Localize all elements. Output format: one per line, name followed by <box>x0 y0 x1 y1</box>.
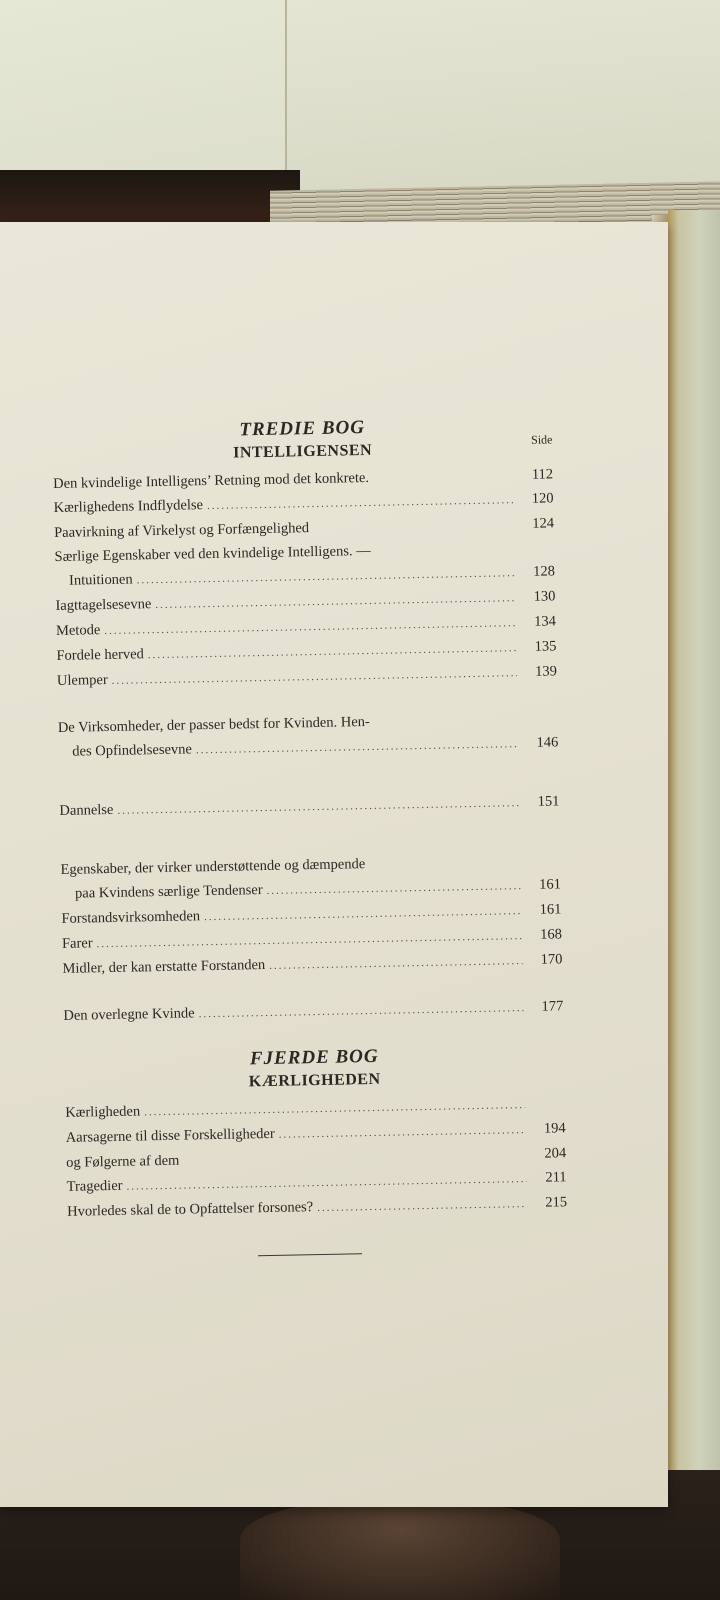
toc-group-4 <box>60 848 562 982</box>
entry-page-number: 161 <box>539 876 562 893</box>
toc-group-fjerde <box>65 1091 567 1225</box>
entry-page-number <box>529 1107 565 1108</box>
entry-title: Iagttagelsesevne <box>55 596 152 614</box>
entry-leader <box>269 949 523 978</box>
subheading-intelligensen: INTELLIGENSEN <box>232 441 373 462</box>
entry-leader <box>278 1118 525 1147</box>
entry-title: Den kvindelige Intelligens’ Retning mod det konkrete. <box>53 469 370 492</box>
section-heading-fjerde-bog: FJERDE BOG <box>249 1045 379 1070</box>
section-heading-tredie-bog: TREDIE BOG <box>239 416 366 441</box>
entry-title: Forstandsvirksomheden <box>61 908 201 927</box>
entry-title: Den overlegne Kvinde <box>63 1005 195 1024</box>
entry-title: Tragedier <box>66 1177 123 1195</box>
entry-title: paa Kvindens særlige Tendenser <box>74 882 263 902</box>
entry-title: Fordele herved <box>56 646 145 664</box>
table-of-contents <box>52 412 568 1259</box>
toc-group-1 <box>53 462 557 694</box>
entry-title: Intuitionen <box>68 571 133 589</box>
entry-leader <box>266 874 521 903</box>
entry-page-number: 211 <box>545 1169 567 1186</box>
entry-title-line: Egenskaber, der virker understøttende og dæmpende <box>60 856 366 878</box>
entry-page-number: 128 <box>533 563 556 580</box>
entry-leader <box>183 1158 526 1165</box>
entry-title-line: Særlige Egenskaber ved den kvindelige Intelligens. — <box>54 542 371 565</box>
entry-leader <box>373 479 513 482</box>
entry-page-number: 161 <box>539 901 562 918</box>
entry-page-number: 170 <box>540 951 563 968</box>
entry-page-number: 151 <box>537 793 560 810</box>
entry-title-part: Aarsagerne til disse Forskelligheder <box>65 1125 275 1146</box>
side-column-label: Side <box>530 432 553 447</box>
entry-title: Dannelse <box>59 801 114 819</box>
entry-leader <box>317 1192 527 1220</box>
entry-title: des Opfindelsesevne <box>72 741 193 760</box>
subheading-kaerligheden: KÆRLIGHEDEN <box>248 1070 381 1091</box>
entry-page-number: 134 <box>534 613 557 630</box>
entry-page-number: 124 <box>532 515 555 532</box>
entry-page-number: 120 <box>531 490 554 507</box>
entry-page-number: 177 <box>541 998 564 1015</box>
entry-title: Paavirkning af Virkelyst og Forfængelighed <box>53 520 310 541</box>
adjacent-book-edge <box>668 210 720 1500</box>
entry-page-number: 139 <box>534 663 558 680</box>
entry-page-number: 215 <box>545 1194 568 1211</box>
entry-leader <box>313 528 514 532</box>
entry-title-line: De Virksomheder, der passer bedst for Kvinden. Hen- <box>57 713 370 736</box>
entry-title: Midler, der kan erstatte Forstanden <box>62 957 266 977</box>
entry-page-number: 112 <box>531 466 554 483</box>
entry-title <box>66 1122 275 1150</box>
entry-title: Kærligheden <box>65 1103 141 1121</box>
entry-title: Kærlighedens Indflydelse <box>53 497 204 516</box>
entry-page-number: 194 <box>543 1120 566 1137</box>
entry-title: Hvorledes skal de to Opfattelser forsones? <box>67 1199 314 1220</box>
entry-page-number: 146 <box>536 734 559 751</box>
upper-book-right-page <box>287 0 720 190</box>
background-object <box>240 1500 560 1600</box>
entry-title: Metode <box>55 622 101 639</box>
entry-title: Farer <box>61 935 93 952</box>
entry-page-number: 130 <box>533 588 556 605</box>
entry-page-number: 204 <box>544 1145 567 1162</box>
toc-group-2 <box>58 706 559 765</box>
entry-title: Ulemper <box>56 671 108 689</box>
entry-page-number: 135 <box>534 638 557 655</box>
entry-title: og Følgerne af dem <box>66 1152 180 1171</box>
entry-page-number: 168 <box>540 926 563 943</box>
